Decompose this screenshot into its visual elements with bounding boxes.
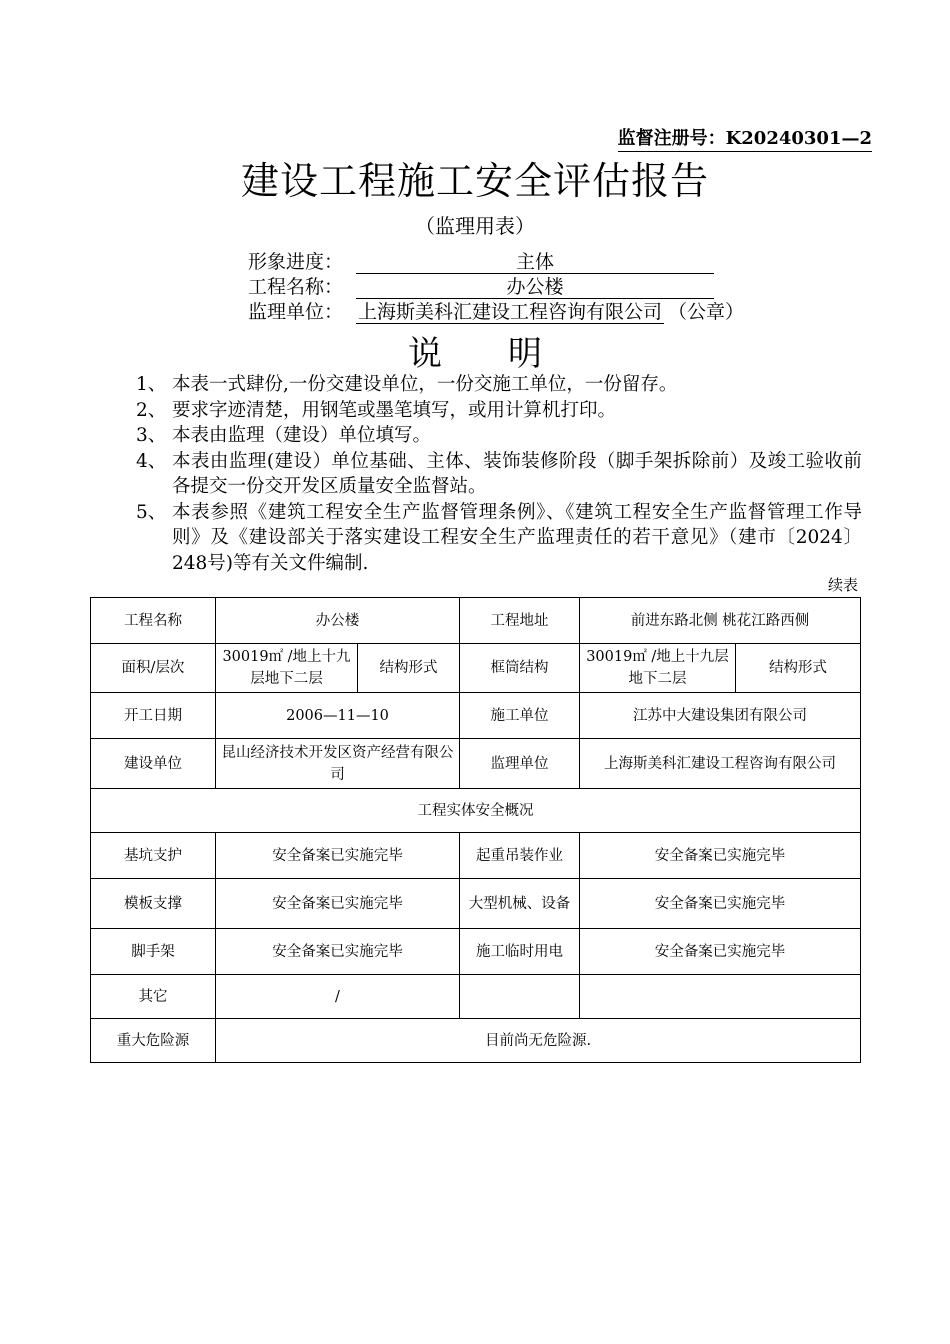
table-cell: 30019㎡ /地上十九层地下二层	[216, 644, 358, 693]
table-cell: 面积/层次	[91, 644, 216, 693]
table-cell: 建设单位	[91, 739, 216, 789]
table-cell: 大型机械、设备	[460, 879, 580, 929]
table-cell: 2006—11—10	[216, 693, 460, 739]
table-row	[91, 879, 861, 929]
seal-note: （公章）	[668, 301, 745, 323]
table-row	[91, 833, 861, 879]
table-cell: 前进东路北侧 桃花江路西侧	[580, 598, 861, 644]
project-label: 工程名称：	[248, 276, 344, 298]
table-cell: 施工单位	[460, 693, 580, 739]
table-cell: 基坑支护	[91, 833, 216, 879]
table-cell: 开工日期	[91, 693, 216, 739]
heading-char-1: 说	[408, 334, 442, 374]
table-cell	[460, 975, 580, 1019]
table-cell: /	[216, 975, 460, 1019]
table-cell: 监理单位	[460, 739, 580, 789]
progress-value: 主体	[356, 251, 714, 274]
table-cell: 结构形式	[358, 644, 460, 693]
list-item: 2、 要求字迹清楚，用钢笔或墨笔填写，或用计算机打印。	[136, 399, 617, 421]
list-item: 3、 本表由监理（建设）单位填写。	[136, 425, 432, 446]
report-subtitle: （监理用表）	[415, 214, 535, 238]
table-cell: 安全备案已实施完毕	[580, 929, 861, 975]
table-row	[91, 739, 861, 789]
table-cell: 结构形式	[736, 644, 861, 693]
table-cell: 施工临时用电	[460, 929, 580, 975]
instructions-heading	[408, 326, 542, 375]
table-cell: 安全备案已实施完毕	[580, 833, 861, 879]
supervisor-value: 上海斯美科汇建设工程咨询有限公司	[358, 301, 663, 323]
instructions-list	[136, 372, 862, 576]
table-row	[91, 644, 861, 693]
table-cell: 江苏中大建设集团有限公司	[580, 693, 861, 739]
table-cell: 工程名称	[91, 598, 216, 644]
list-item: 1、 本表一式肆份,一份交建设单位，一份交施工单位，一份留存。	[136, 374, 678, 395]
table-cell: 模板支撑	[91, 879, 216, 929]
heading-char-2: 明	[508, 334, 542, 374]
table-cell: 安全备案已实施完毕	[580, 879, 861, 929]
table-cell: 上海斯美科汇建设工程咨询有限公司	[580, 739, 861, 789]
table-row	[91, 693, 861, 739]
table-row	[91, 975, 861, 1019]
table-cell: 30019㎡ /地上十九层地下二层	[580, 644, 736, 693]
table-cell: 安全备案已实施完毕	[216, 879, 460, 929]
table-section-header: 工程实体安全概况	[91, 789, 861, 833]
table-cell: 脚手架	[91, 929, 216, 975]
project-value: 办公楼	[356, 276, 714, 299]
table-cell: 框筒结构	[460, 644, 580, 693]
table-row	[91, 1019, 861, 1063]
table-cell: 工程地址	[460, 598, 580, 644]
continued-label: 续表	[827, 576, 858, 594]
progress-label: 形象进度：	[248, 251, 344, 273]
registration-number: 监督注册号：K20240301—2	[618, 124, 872, 152]
project-info-table	[90, 597, 861, 1063]
table-row	[91, 598, 861, 644]
table-cell: 昆山经济技术开发区资产经营有限公司	[216, 739, 460, 789]
table-cell: 其它	[91, 975, 216, 1019]
project-field	[248, 274, 714, 299]
table-cell: 安全备案已实施完毕	[216, 833, 460, 879]
progress-field	[248, 249, 714, 274]
table-cell: 起重吊装作业	[460, 833, 580, 879]
table-cell: 安全备案已实施完毕	[216, 929, 460, 975]
list-item: 4、 本表由监理(建设）单位基础、主体、装饰装修阶段（脚手架拆除前）及竣工验收前各提交一份交开发区质量安全监督站。	[136, 450, 862, 497]
table-cell: 办公楼	[216, 598, 460, 644]
supervisor-label: 监理单位：	[248, 301, 344, 323]
report-title: 建设工程施工安全评估报告	[240, 159, 709, 203]
table-cell: 目前尚无危险源.	[216, 1019, 861, 1063]
table-row	[91, 929, 861, 975]
table-cell: 重大危险源	[91, 1019, 216, 1063]
list-item: 5、 本表参照《建筑工程安全生产监督管理条例》、《建筑工程安全生产监督管理工作导则》及《建设部关于落实建设工程安全生产监理责任的若干意见》（建市〔2024〕248号)等有关文件编制.	[136, 501, 862, 574]
table-row	[91, 789, 861, 833]
table-cell	[580, 975, 861, 1019]
supervisor-field	[248, 299, 744, 324]
